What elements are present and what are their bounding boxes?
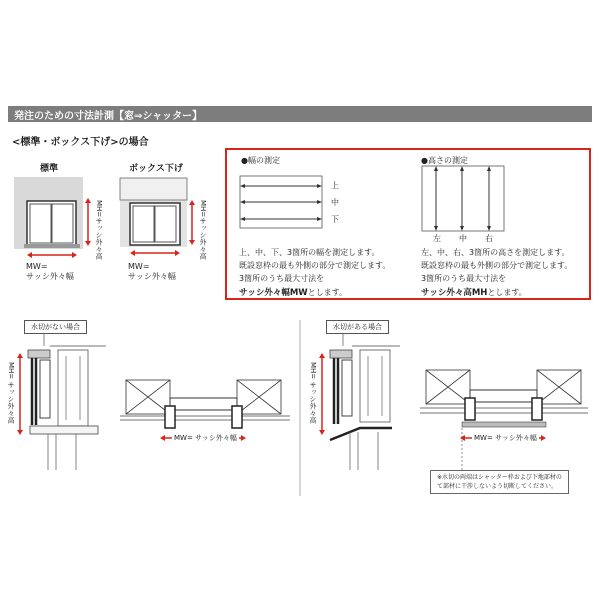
boxdown-mw-label: MW=: [128, 262, 150, 271]
width-mark-mid: 中: [331, 198, 339, 207]
boxdown-mh-label: MH=: [199, 200, 207, 218]
measurement-instructions: [225, 148, 591, 300]
with-sill-tag: 水切がある場合: [326, 320, 389, 334]
case-subtitle: <標準・ボックス下げ>の場合: [12, 137, 149, 148]
with-sill-note: [430, 470, 569, 494]
width-line-1: 上、中、下、3箇所の幅を測定します。: [239, 248, 380, 257]
width-line-2: 既設窓枠の最も外側の部分で測定します。: [239, 261, 391, 270]
width-result-bold: サッシ外々幅MW: [239, 288, 308, 298]
note-line-1: ※水切の両端はシャッター枠および下地部材の: [437, 474, 562, 481]
standard-mh-desc: サッシ外々高: [95, 217, 103, 260]
boxdown-mh-desc: サッシ外々高: [199, 217, 207, 260]
section-title: 発注のための寸法計測【窓⇒シャッター】: [14, 111, 203, 122]
standard-window-diagram: [14, 177, 91, 258]
no-sill-mw: MW= サッシ外々幅: [174, 434, 237, 442]
width-result-suffix: とします。: [307, 288, 348, 297]
height-result-suffix: とします。: [487, 288, 527, 297]
with-sill-mh: MH= サッシ外々高: [309, 362, 317, 424]
width-heading: ●幅の測定: [241, 156, 280, 165]
standard-mh: [94, 200, 104, 259]
boxdown-label: ボックス下げ: [129, 164, 183, 174]
width-mark-top: 上: [331, 181, 339, 190]
no-sill-mh: MH= サッシ外々高: [7, 362, 15, 424]
boxdown-mh: [198, 200, 208, 259]
width-mark-bottom: 下: [331, 215, 339, 224]
no-sill-diagram: [17, 326, 290, 470]
height-mark-left: 左: [433, 234, 441, 243]
standard-mw: [26, 262, 74, 282]
height-line-1: 左、中、右、3箇所の高さを測定します。: [421, 248, 570, 257]
standard-mw-desc: サッシ外々幅: [26, 272, 74, 281]
note-line-2: て部材に干渉しないよう切断してください。: [437, 483, 558, 490]
with-sill-mw: MW= サッシ外々幅: [474, 434, 537, 442]
boxdown-mw: [128, 262, 176, 282]
height-result-bold: サッシ外々高MH: [421, 288, 488, 298]
width-line-3: 3箇所のうち最大寸法を: [239, 274, 325, 283]
height-result: [421, 286, 527, 298]
height-heading: ●高さの測定: [421, 156, 468, 165]
height-mark-right: 右: [485, 234, 493, 243]
standard-label: 標準: [40, 164, 59, 174]
height-line-2: 既設窓枠の最も外側の部分で測定します。: [421, 261, 573, 270]
height-mark-mid: 中: [459, 234, 467, 243]
boxdown-mw-desc: サッシ外々幅: [128, 272, 176, 281]
standard-mh-label: MH=: [95, 200, 103, 218]
standard-mw-label: MW=: [26, 262, 48, 271]
with-sill-diagram: [319, 326, 588, 470]
width-result: [239, 286, 347, 298]
height-line-3: 3箇所のうち最大寸法を: [421, 274, 507, 283]
boxdown-window-diagram: [120, 178, 195, 256]
no-sill-tag: 水切がない場合: [24, 320, 87, 334]
